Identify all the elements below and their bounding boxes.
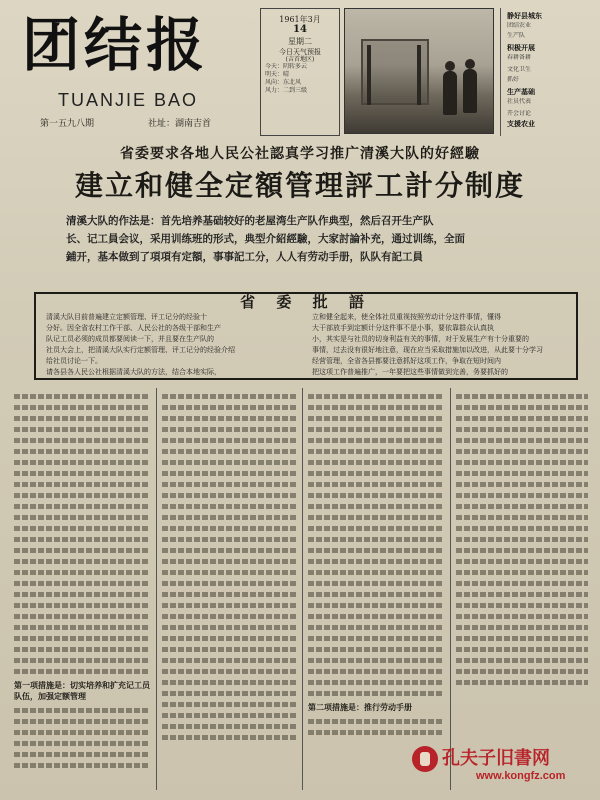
sidebar-item: 团结农业 — [507, 22, 532, 29]
publisher-address: 社址：湖南吉首 — [148, 119, 212, 129]
lead-line: 长、记工員会议，采用训练班的形式，典型介紹經驗，大家討論补充，通过训练，全面 — [66, 233, 465, 245]
date-weather-box — [260, 8, 340, 136]
commentary-left — [46, 312, 302, 378]
photo-post — [417, 45, 421, 105]
body-column-3 — [308, 388, 444, 790]
commentary-line: 社员大会上，把清溪大队实行定额管理、评工记分的经验介绍 — [46, 346, 235, 354]
section-subheading: 第一项措施是：切实培养和扩充记工员队伍，加强定额管理 — [14, 681, 150, 701]
photo-person — [443, 71, 457, 115]
watermark-url: www.kongfz.com — [476, 770, 566, 782]
weather-line: 风向：东北风 — [265, 79, 302, 86]
column-divider — [156, 388, 157, 790]
watermark-name: 孔夫子旧書网 — [442, 748, 550, 769]
sidebar-item: 社员代表 — [507, 98, 532, 105]
sidebar-item: 生产队 — [507, 32, 526, 39]
weather-forecast — [265, 63, 335, 129]
commentary-line: 队记工员必须的成员都要阅读一下，并且要在生产队的 — [46, 335, 214, 343]
sidebar-item: 支援农业 — [507, 120, 535, 128]
commentary-line: 事情，过去没有很好地注意，现在应当采取措施加以改进，从此要十分学习 — [312, 346, 543, 354]
lead-paragraph — [66, 212, 546, 266]
weather-line: 明天：晴 — [265, 71, 290, 78]
commentary-line: 小，其实是与社员的切身利益有关的事情，对于发展生产有十分重要的 — [312, 335, 529, 343]
news-photo — [344, 8, 494, 134]
column-divider — [450, 388, 451, 790]
commentary-line: 大干部放手到定额计分这件事不是小事，要依靠群众认真执 — [312, 324, 494, 332]
masthead-title: 团结报 — [22, 11, 209, 79]
commentary-line: 给社员讨论一下。 — [46, 357, 102, 365]
weather-title: 今日天气预报 — [279, 48, 321, 56]
commentary-title: 省 委 批 語 — [240, 293, 372, 311]
date-line: 1961年3月 — [279, 15, 321, 24]
photo-person-head — [465, 59, 475, 69]
weather-line: 风力：二到三级 — [265, 87, 308, 94]
commentary-line: 分好。因全省农村工作干部、人民公社的各级干部和生产 — [46, 324, 221, 332]
weather-line: 今天：阴转多云 — [265, 63, 308, 70]
kicker-headline: 省委要求各地人民公社認真学习推广清溪大队的好經驗 — [120, 146, 480, 162]
weekday: 星期二 — [288, 37, 312, 46]
body-column-1 — [14, 388, 150, 790]
sidebar-item: 积极开展 — [507, 44, 535, 52]
commentary-line: 把这项工作普遍推广，一年要把这些事情做到完善，务要抓好的 — [312, 368, 508, 376]
lead-line: 鋪开，基本做到了項項有定額，事事記工分，人人有劳动手册，队队有記工員 — [66, 251, 423, 263]
body-column-2 — [162, 388, 296, 790]
commentary-line: 经营管理，全省各县都要注意抓好这项工作，争取在短时间内 — [312, 357, 501, 365]
weather-subtitle: (吉首地区) — [285, 56, 315, 63]
lead-line: 清溪大队的作法是：首先培养基础较好的老屋湾生产队作典型，然后召开生产队 — [66, 215, 434, 227]
photo-person — [463, 69, 477, 113]
right-sidebar — [500, 8, 593, 136]
body-column-4 — [456, 388, 588, 728]
commentary-right — [312, 312, 568, 378]
photo-post — [367, 45, 371, 105]
commentary-box — [34, 292, 578, 380]
watermark-logo-icon — [412, 746, 438, 772]
sidebar-item: 静好县城东 — [507, 12, 542, 20]
issue-number: 第一五九八期 — [40, 119, 95, 129]
section-subheading: 第二项措施是：推行劳动手册 — [308, 703, 412, 712]
commentary-line: 清溪大队目前普遍建立定额管理、评工记分的经验十 — [46, 313, 207, 321]
photo-person-head — [445, 61, 455, 71]
column-divider — [302, 388, 303, 790]
date-day: 14 — [293, 24, 307, 35]
sidebar-item: 文化卫生 — [507, 66, 532, 73]
commentary-line: 请各县各人民公社根据清溪大队的方法，结合本地实际， — [46, 368, 221, 376]
commentary-line: 立和健全起来，使全体社员重视按照劳动计分这件事情，懂得 — [312, 313, 501, 321]
sidebar-item: 春耕备耕 — [507, 54, 532, 61]
masthead-pinyin: TUANJIE BAO — [58, 90, 199, 110]
main-headline: 建立和健全定額管理評工計分制度 — [74, 169, 525, 202]
sidebar-item: 抓好 — [507, 76, 520, 83]
sidebar-item: 生产基础 — [507, 88, 535, 96]
sidebar-item: 开会讨论 — [507, 110, 532, 117]
